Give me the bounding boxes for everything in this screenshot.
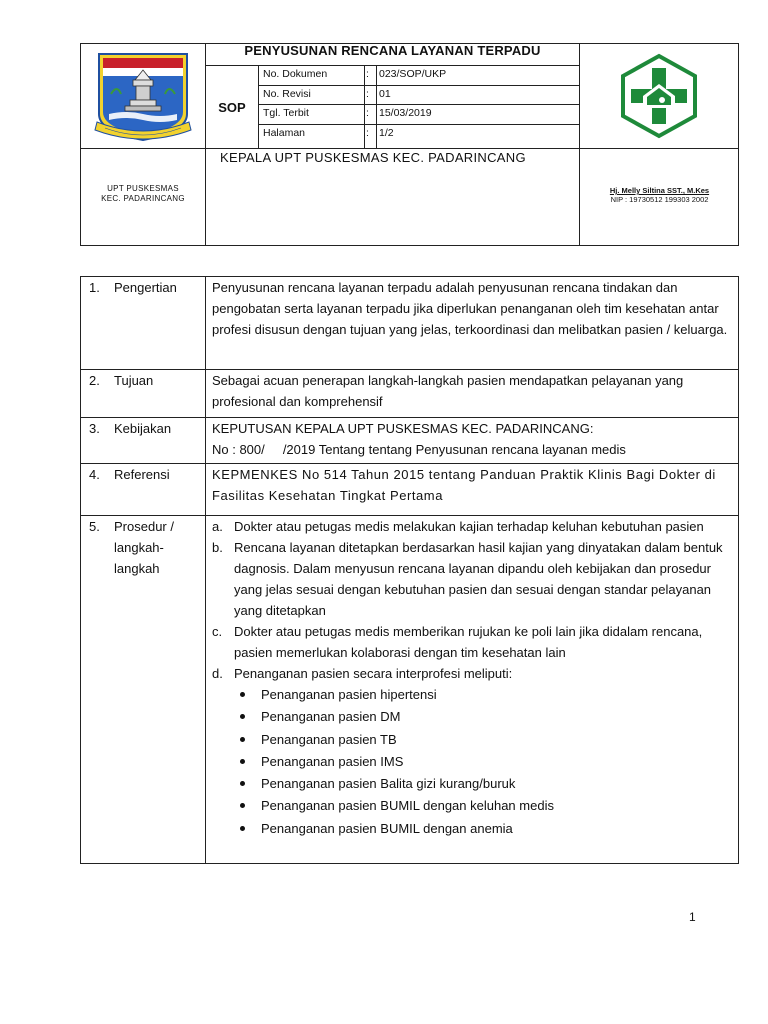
section-number: 5. xyxy=(89,519,100,534)
meta-value: 15/03/2019 xyxy=(379,107,432,119)
column-divider xyxy=(205,418,206,463)
list-item xyxy=(212,706,734,728)
meta-value: 023/SOP/UKP xyxy=(379,68,447,80)
procedure-step xyxy=(212,621,734,663)
meta-key: Halaman xyxy=(263,127,306,139)
list-item xyxy=(212,751,734,773)
unit-line-1: UPT PUSKESMAS xyxy=(107,184,179,193)
list-item-text: Penanganan pasien TB xyxy=(261,731,397,747)
section-row-kebijakan xyxy=(81,418,738,464)
list-item xyxy=(212,773,734,795)
section-row-tujuan xyxy=(81,370,738,418)
bullet-icon xyxy=(240,803,245,808)
step-text: Rencana layanan ditetapkan berdasarkan hasil kajian yang dinyatakan dalam bentuk dagnosis. Dalam menyusun rencana layanan dipandu oleh kebijakan dan prosedur yang jelas sesuai dengan kebutuhan pasien dan sesuai dengan standar pelayanan yang ditetapkan xyxy=(234,540,723,618)
list-item-text: Penanganan pasien IMS xyxy=(261,753,404,769)
section-number: 4. xyxy=(89,467,100,482)
regency-emblem-cell xyxy=(81,44,205,148)
procedure-step xyxy=(212,537,734,621)
list-item-text: Penanganan pasien BUMIL dengan keluhan medis xyxy=(261,798,554,814)
meta-key: No. Revisi xyxy=(263,88,311,100)
column-divider xyxy=(205,370,206,417)
list-item-text: Penanganan pasien BUMIL dengan anemia xyxy=(261,820,513,836)
column-divider xyxy=(205,516,206,863)
column-divider xyxy=(205,464,206,515)
interprofession-list xyxy=(212,684,734,840)
meta-key: Tgl. Terbit xyxy=(263,107,309,119)
signatory-nip: NIP : 19730512 199303 2002 xyxy=(610,195,709,204)
page-number: 1 xyxy=(689,910,696,924)
step-marker: d. xyxy=(212,666,223,681)
section-label: Pengertian xyxy=(114,280,177,295)
policy-line-1: KEPUTUSAN KEPALA UPT PUSKESMAS KEC. PADARINCANG: xyxy=(212,421,594,436)
section-row-referensi xyxy=(81,464,738,516)
column-divider xyxy=(205,277,206,369)
section-number: 1. xyxy=(89,280,100,295)
puskesmas-logo-cell xyxy=(580,44,739,148)
section-label: Prosedur / langkah-langkah xyxy=(114,519,174,576)
list-item-text: Penanganan pasien hipertensi xyxy=(261,687,437,702)
meta-row-page xyxy=(259,124,579,143)
bullet-icon xyxy=(240,692,245,697)
section-label: Referensi xyxy=(114,467,170,482)
procedure-steps xyxy=(212,516,734,840)
unit-line-2: KEC. PADARINCANG xyxy=(101,194,185,203)
list-item xyxy=(212,684,734,706)
meta-value: 1/2 xyxy=(379,127,394,139)
signatory-name: Hj. Melly Siltina SST., M.Kes xyxy=(609,186,710,195)
document-header-table xyxy=(80,43,739,246)
meta-colon: : xyxy=(366,88,369,100)
sop-label: SOP xyxy=(218,99,246,115)
head-of-unit-title: KEPALA UPT PUSKESMAS KEC. PADARINCANG xyxy=(220,150,526,165)
step-marker: b. xyxy=(212,540,223,555)
meta-key: No. Dokumen xyxy=(263,68,328,80)
bullet-icon xyxy=(240,737,245,742)
list-item-text: Penanganan pasien Balita gizi kurang/buruk xyxy=(261,776,516,792)
meta-value: 01 xyxy=(379,88,391,100)
procedure-step xyxy=(212,516,734,537)
meta-colon: : xyxy=(366,68,369,80)
procedure-step xyxy=(212,663,734,684)
meta-colon: : xyxy=(366,127,369,139)
list-item-text: Penanganan pasien DM xyxy=(261,709,401,725)
step-text: Dokter atau petugas medis melakukan kajian terhadap keluhan kebutuhan pasien xyxy=(234,519,704,534)
list-item xyxy=(212,795,734,817)
bullet-icon xyxy=(240,826,245,831)
signatory-block xyxy=(580,186,739,204)
policy-line-2: No : 800/ /2019 Tentang tentang Penyusunan rencana layanan medis xyxy=(212,442,626,457)
list-item xyxy=(212,818,734,840)
bullet-icon xyxy=(240,759,245,764)
bullet-icon xyxy=(240,714,245,719)
section-number: 3. xyxy=(89,421,100,436)
meta-colon: : xyxy=(366,107,369,119)
bullet-icon xyxy=(240,781,245,786)
list-item xyxy=(212,729,734,751)
section-row-pengertian xyxy=(81,277,738,370)
section-label: Kebijakan xyxy=(114,421,172,436)
step-marker: a. xyxy=(212,519,223,534)
step-marker: c. xyxy=(212,624,223,639)
section-number: 2. xyxy=(89,373,100,388)
step-text: Penanganan pasien secara interprofesi meliputi: xyxy=(234,666,513,681)
step-text: Dokter atau petugas medis memberikan rujukan ke poli lain jika didalam rencana, pasien memerlukan kolaborasi dengan tim kesehatan lain xyxy=(234,624,703,660)
section-text: KEPMENKES No 514 Tahun 2015 tentang Panduan Praktik Klinis Bagi Dokter di Fasilitas Kesehatan Tingkat Pertama xyxy=(212,467,716,503)
unit-name xyxy=(81,184,205,204)
section-label: Tujuan xyxy=(114,373,154,388)
section-row-prosedur xyxy=(81,516,738,863)
puskesmas-logo xyxy=(580,44,739,148)
meta-row-revision xyxy=(259,85,579,104)
section-text: Penyusunan rencana layanan terpadu adalah penyusunan rencana tindakan dan pengobatan serta layanan terpadu jika diperlukan penanganan oleh tim kesehatan antar profesi disusun dengan tujuan yang jelas, terkoordinasi dan melibatkan pasien / keluarga. xyxy=(212,280,728,337)
section-text: Sebagai acuan penerapan langkah-langkah pasien mendapatkan pelayanan yang profesional dan komprehensif xyxy=(212,373,684,409)
document-title: PENYUSUNAN RENCANA LAYANAN TERPADU xyxy=(244,43,541,58)
sop-content-table xyxy=(80,276,739,864)
section-text xyxy=(212,418,734,460)
regency-emblem-logo xyxy=(81,44,205,148)
meta-row-document-number xyxy=(259,65,579,84)
meta-row-issue-date xyxy=(259,104,579,123)
